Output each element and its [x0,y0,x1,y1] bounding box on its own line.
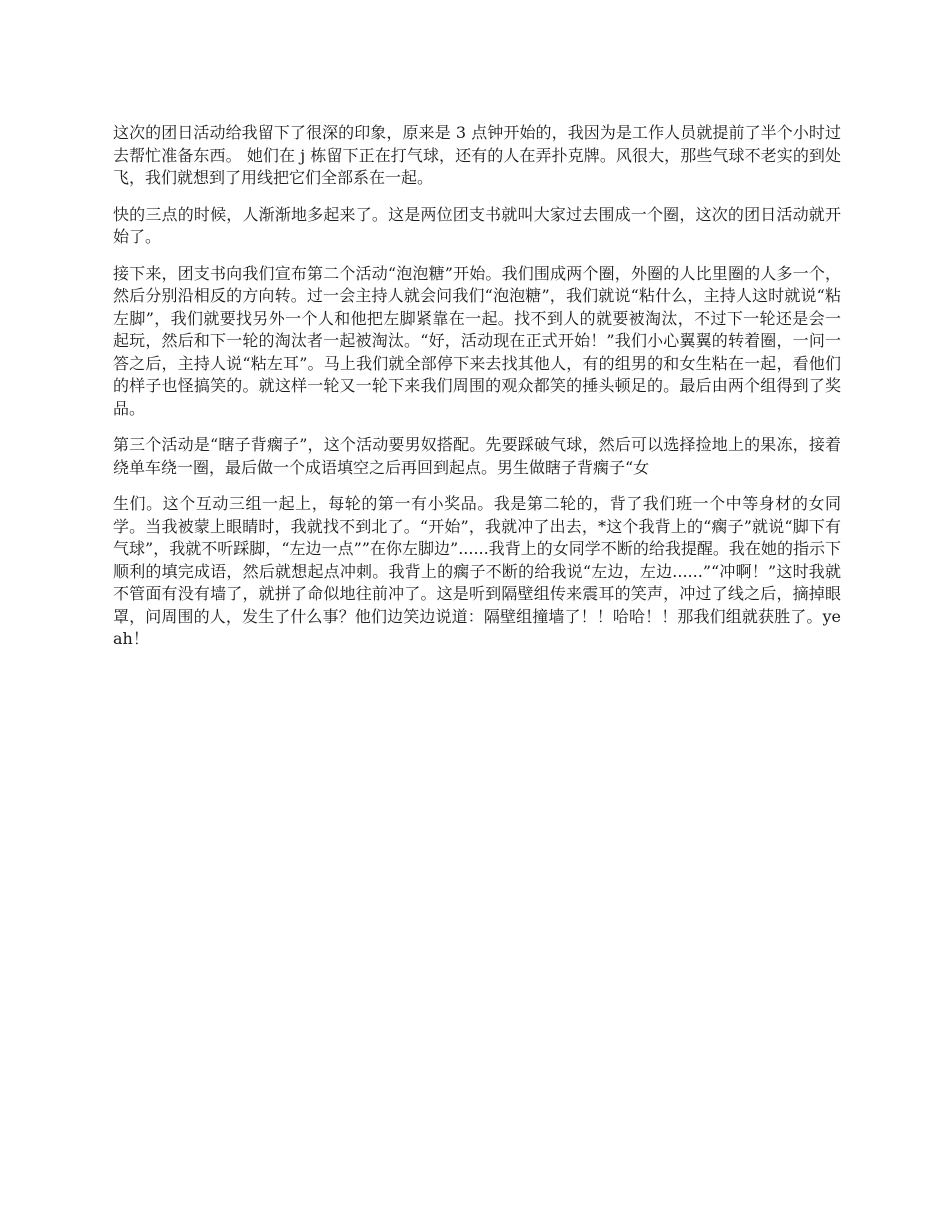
paragraph-2: 快的三点的时候，人渐渐地多起来了。这是两位团支书就叫大家过去围成一个圈，这次的团日活动就开始了。 [113,204,841,246]
paragraph-4: 第三个活动是“瞎子背瘸子”，这个活动要男奴搭配。先要踩破气球，然后可以选择捡地上的果冻，接着绕单车绕一圈，最后做一个成语填空之后再回到起点。男生做瞎子背瘸子“女 [113,435,841,477]
document-body [113,122,841,665]
paragraph-5: 生们。这个互动三组一起上，每轮的第一有小奖品。我是第二轮的，背了我们班一个中等身材的女同学。当我被蒙上眼睛时，我就找不到北了。“开始”，我就冲了出去，*这个我背上的“瘸子”就说“脚下有气球”，我就不听踩脚，“左边一点””在你左脚边”......我背上的女同学不断的给我提醒。我在她的指示下顺利的填完成语，然后就想起点冲刺。我背上的瘸子不断的给我说“左边，左边......”“冲啊！”这时我就不管面有没有墙了，就拼了命似地往前冲了。这是听到隔壁组传来震耳的笑声，冲过了线之后，摘掉眼罩，问周围的人，发生了什么事？他们边笑边说道：隔壁组撞墙了！！哈哈！！那我们组就获胜了。yeah！ [113,494,841,648]
paragraph-3: 接下来，团支书向我们宣布第二个活动“泡泡糖”开始。我们围成两个圈，外圈的人比里圈的人多一个，然后分别沿相反的方向转。过一会主持人就会问我们“泡泡糖”，我们就说“粘什么，主持人这时就说“粘左脚”，我们就要找另外一个人和他把左脚紧靠在一起。找不到人的就要被淘汰，不过下一轮还是会一起玩，然后和下一轮的淘汰者一起被淘汰。“好，活动现在正式开始！”我们小心翼翼的转着圈，一问一答之后，主持人说“粘左耳”。马上我们就全部停下来去找其他人，有的组男的和女生粘在一起，看他们的样子也怪搞笑的。就这样一轮又一轮下来我们周围的观众都笑的捶头顿足的。最后由两个组得到了奖品。 [113,263,841,418]
paragraph-1: 这次的团日活动给我留下了很深的印象，原来是 3 点钟开始的，我因为是工作人员就提前了半个小时过去帮忙准备东西。 她们在 j 栋留下正在打气球，还有的人在弄扑克牌。风很大，那些气球不老实的到处飞，我们就想到了用线把它们全部系在一起。 [113,123,841,187]
